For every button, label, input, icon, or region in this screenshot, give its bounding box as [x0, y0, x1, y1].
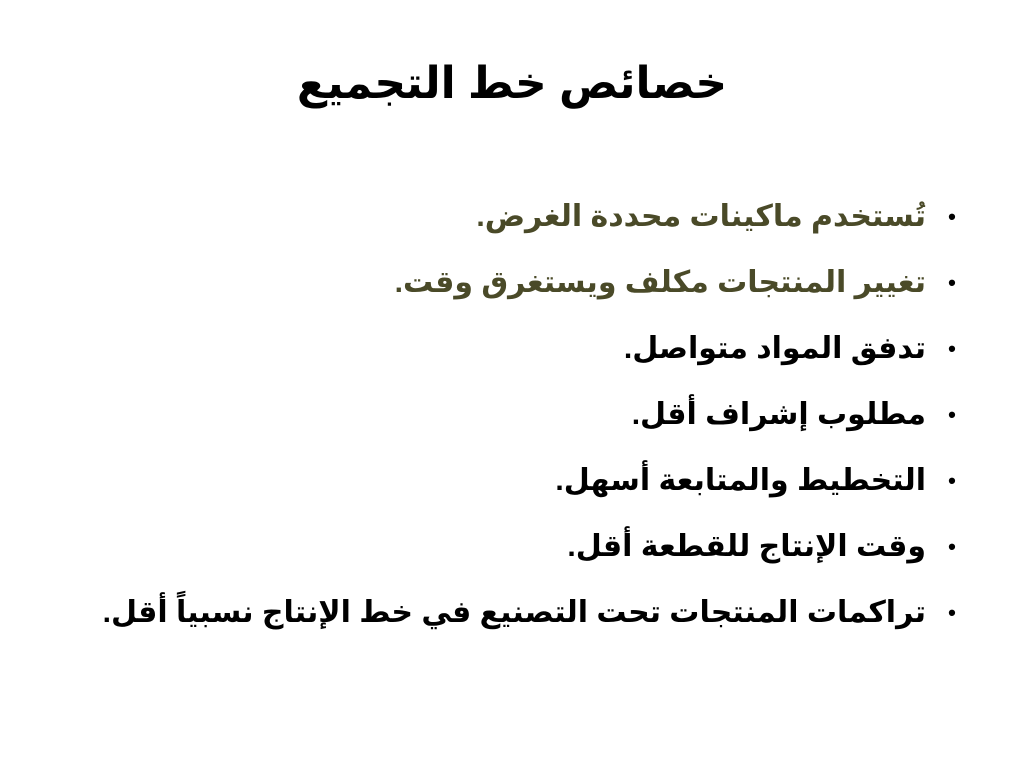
bullet-icon: • — [948, 335, 956, 361]
bullet-item — [64, 448, 964, 514]
bullet-item — [64, 382, 964, 448]
bullet-item — [64, 250, 964, 316]
bullet-text: التخطيط والمتابعة أسهل. — [555, 464, 926, 497]
bullet-text: تدفق المواد متواصل. — [623, 332, 926, 365]
bullet-text: تراكمات المنتجات تحت التصنيع في خط الإنتاج نسبياً أقل. — [102, 596, 926, 629]
bullet-item — [64, 514, 964, 580]
bullet-icon: • — [948, 599, 956, 625]
bullet-item — [64, 316, 964, 382]
bullet-text: تُستخدم ماكينات محددة الغرض. — [476, 200, 926, 233]
bullet-icon: • — [948, 467, 956, 493]
bullet-icon: • — [948, 401, 956, 427]
slide-title: خصائص خط التجميع — [296, 59, 728, 108]
bullet-icon: • — [948, 269, 956, 295]
bullet-text: تغيير المنتجات مكلف ويستغرق وقت. — [394, 266, 926, 299]
bullet-text: مطلوب إشراف أقل. — [631, 398, 926, 431]
bullet-text: وقت الإنتاج للقطعة أقل. — [567, 530, 926, 563]
bullet-item — [64, 184, 964, 250]
bullet-item — [64, 580, 964, 646]
bullet-icon: • — [948, 533, 956, 559]
bullet-icon: • — [948, 203, 956, 229]
bullet-list — [64, 184, 964, 646]
